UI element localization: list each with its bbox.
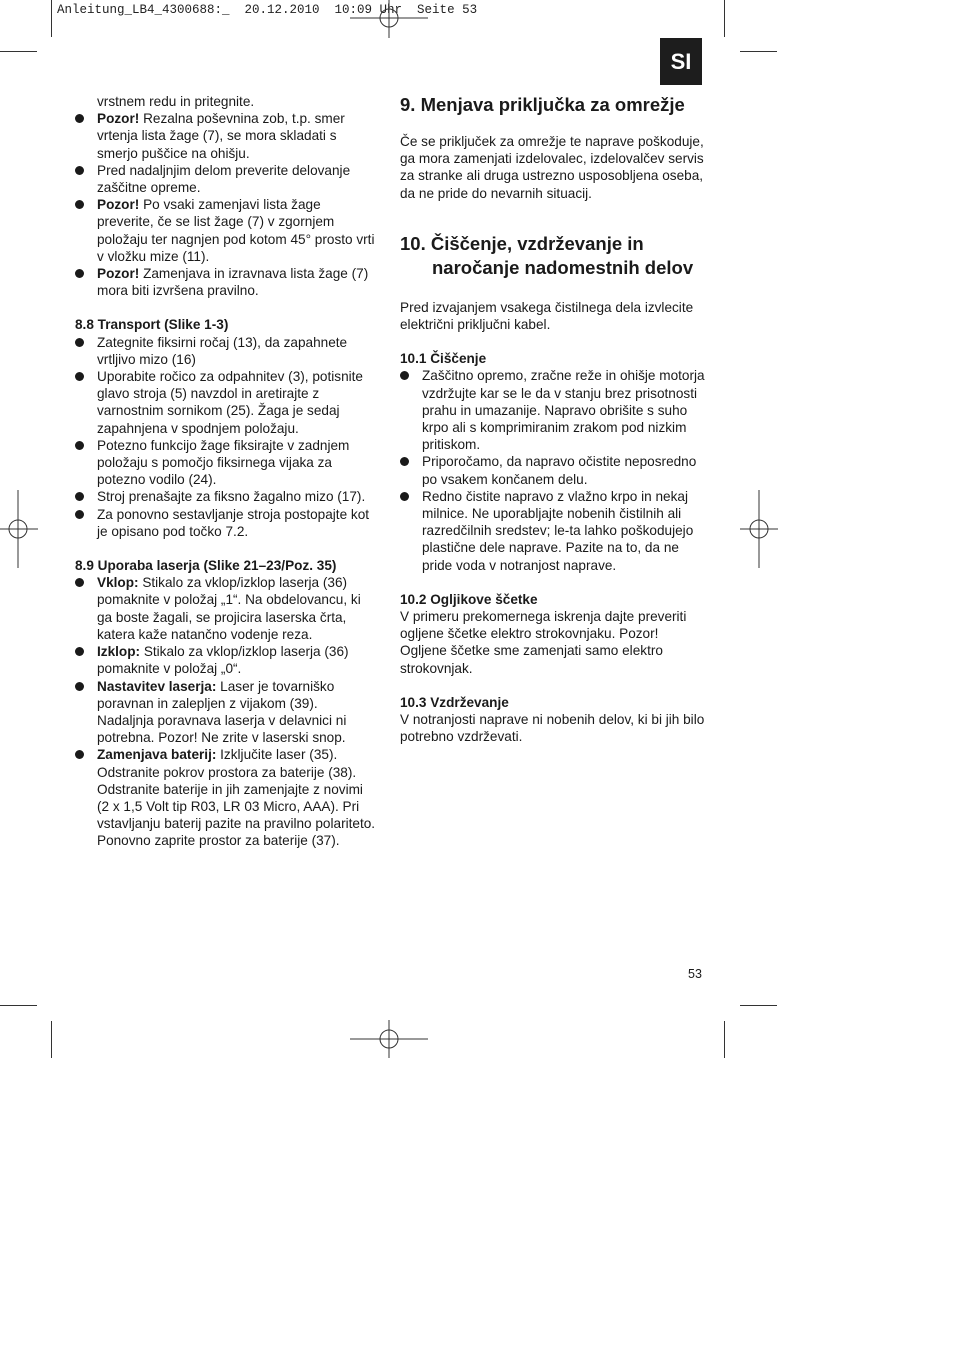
list-item-text: Po vsaki zamenjavi lista žage preverite, če se list žage (7) v zgornjem položaju ter nagnjen pod kotom 45° prosto vrti v vložku mize (11). bbox=[97, 197, 375, 264]
section-8-9-title: 8.9 Uporaba laserja (Slike 21–23/Poz. 35) bbox=[75, 558, 337, 574]
bullet-icon bbox=[75, 114, 84, 123]
registration-mark-left-icon bbox=[0, 490, 38, 568]
list-item-text: Zategnite fiksirni ročaj (13), da zapahnete vrtljivo mizo (16) bbox=[97, 334, 348, 367]
bullet-icon bbox=[400, 492, 409, 501]
list-item-text: Laser je tovarniško poravnan in zalepljen z vijakom (39). Nadaljnja poravnava laserja v delavnici ni potrebna. Pozor! Ne zrite v laserski snop. bbox=[97, 678, 347, 746]
list-item-text: Stroj prenašajte za fiksno žagalno mizo (17). bbox=[97, 489, 366, 505]
registration-mark-bottom-icon bbox=[350, 1020, 428, 1058]
list-item-label: Zamenjava baterij: bbox=[97, 747, 217, 763]
section-9-text: Če se priključek za omrežje te naprave poškoduje, ga mora zamenjati izdelovalec, izdelovalčev servis za stranke ali druga ustrezno usposobljena oseba, da ne pride do nevarnih situacij. bbox=[400, 134, 704, 201]
print-header: Anleitung_LB4_4300688:_ 20.12.2010 10:09 Uhr Seite 53 bbox=[57, 3, 478, 17]
list-item bbox=[75, 196, 378, 265]
section-10-3-title: 10.3 Vzdrževanje bbox=[400, 694, 509, 710]
list-item bbox=[400, 488, 705, 574]
bullet-icon bbox=[75, 682, 84, 691]
list-item bbox=[75, 746, 378, 849]
continuation-line: vrstnem redu in pritegnite. bbox=[97, 94, 255, 109]
warning-label: Pozor! bbox=[97, 111, 140, 127]
list-item bbox=[400, 367, 705, 453]
section-10-1-title: 10.1 Čiščenje bbox=[400, 351, 487, 367]
bullet-icon bbox=[75, 269, 84, 278]
bullet-icon bbox=[75, 647, 84, 656]
list-item-text: Zamenjava in izravnava lista žage (7) mora biti izvršena pravilno. bbox=[97, 266, 369, 299]
section-10-3-text: V notranjosti naprave ni nobenih delov, ki bi jih bilo potrebno vzdrževati. bbox=[400, 712, 705, 745]
list-item bbox=[75, 643, 378, 677]
registration-mark-right-icon bbox=[740, 490, 778, 568]
list-item-text: Stikalo za vklop/izklop laserja (36) pomaknite v položaj „0“. bbox=[97, 644, 349, 677]
left-column bbox=[75, 93, 378, 850]
list-item bbox=[75, 437, 378, 489]
bullet-icon bbox=[400, 371, 409, 380]
list-item-text: Za ponovno sestavljanje stroja postopajte kot je opisano pod točko 7.2. bbox=[97, 506, 370, 539]
bullet-icon bbox=[75, 166, 84, 175]
crop-mark-tr-h bbox=[740, 51, 777, 52]
section-10-2-title: 10.2 Ogljikove ščetke bbox=[400, 591, 538, 607]
list-item bbox=[75, 334, 378, 368]
transport-list bbox=[75, 334, 378, 540]
list-item-label: Nastavitev laserja: bbox=[97, 678, 217, 694]
bullet-icon bbox=[75, 338, 84, 347]
list-item-label: Izklop: bbox=[97, 644, 141, 660]
registration-mark-top-icon bbox=[350, 0, 428, 38]
bullet-icon bbox=[75, 372, 84, 381]
section-10-2-text: V primeru prekomernega iskrenja dajte preveriti ogljene ščetke elektro strokovnjaku. Pozor! Ogljene ščetke sme zamenjati samo elektro strokovnjak. bbox=[400, 609, 687, 676]
list-item-label: Vklop: bbox=[97, 575, 139, 591]
crop-mark-tl-v bbox=[51, 0, 52, 37]
list-item bbox=[75, 162, 378, 196]
crop-mark-tl-h bbox=[0, 51, 37, 52]
list-item-text: Izključite laser (35). Odstranite pokrov prostora za baterije (38). Odstranite baterije in jih zamenjajte z novimi (2 x 1,5 Volt tip R03, LR 03 Micro, AAA). Pri vstavljanju baterij pazite na pravilno polariteto. Ponovno zaprite prostor za baterije (37). bbox=[97, 747, 376, 849]
list-item bbox=[75, 678, 378, 747]
crop-mark-tr-v bbox=[724, 0, 725, 37]
crop-mark-bl-h bbox=[0, 1005, 37, 1006]
list-item bbox=[75, 488, 378, 505]
section-10-heading: 10. Čiščenje, vzdrževanje in naročanje nadomestnih delov bbox=[400, 232, 694, 278]
section-10-intro: Pred izvajanjem vsakega čistilnega dela izvlecite električni priključni kabel. bbox=[400, 299, 694, 333]
cleaning-list bbox=[400, 367, 705, 573]
bullet-icon bbox=[75, 510, 84, 519]
list-item bbox=[75, 574, 378, 643]
warning-label: Pozor! bbox=[97, 197, 140, 213]
laser-list bbox=[75, 574, 378, 849]
bullet-icon bbox=[75, 492, 84, 501]
list-item bbox=[400, 453, 705, 487]
warning-label: Pozor! bbox=[97, 266, 140, 282]
page-number: 53 bbox=[688, 967, 702, 981]
warning-list bbox=[75, 110, 378, 299]
list-item-text: Potezno funkcijo žage fiksirajte v zadnjem položaju s pomočjo fiksirnega vijaka za potezno vodilo (24). bbox=[97, 437, 350, 488]
right-column bbox=[400, 93, 705, 745]
bullet-icon bbox=[75, 578, 84, 587]
crop-mark-br-v bbox=[724, 1021, 725, 1058]
list-item-text: Stikalo za vklop/izklop laserja (36) pomaknite v položaj „1“. Na obdelovancu, ki ga boste žagali, se projicira laserska črta, katera kaže natančno vodenje reza. bbox=[97, 575, 361, 642]
bullet-icon bbox=[75, 750, 84, 759]
list-item bbox=[75, 110, 378, 162]
list-item-text: Pred nadaljnjim delom preverite delovanje zaščitne opreme. bbox=[97, 162, 351, 196]
list-item bbox=[75, 368, 378, 437]
crop-mark-br-h bbox=[740, 1005, 777, 1006]
language-badge: SI bbox=[660, 38, 702, 85]
list-item bbox=[75, 265, 378, 299]
list-item-text: Rezalna poševnina zob, t.p. smer vrtenja lista žage (7), se mora skladati s smerjo puščice na ohišju. bbox=[97, 111, 345, 161]
crop-mark-bl-v bbox=[51, 1021, 52, 1058]
list-item-text: Zaščitno opremo, zračne reže in ohišje motorja vzdržujte kar se le da v stanju brez prisotnosti prahu in umazanije. Napravo obrišite s suho krpo ali s komprimiranim zrakom pod nizkim pritiskom. bbox=[422, 368, 705, 453]
list-item-text: Priporočamo, da napravo očistite neposredno po vsakem končanem delu. bbox=[422, 454, 697, 487]
bullet-icon bbox=[75, 200, 84, 209]
bullet-icon bbox=[75, 441, 84, 450]
list-item bbox=[75, 506, 378, 540]
section-8-8-title: 8.8 Transport (Slike 1-3) bbox=[75, 317, 229, 333]
section-9-heading: 9. Menjava priključka za omrežje bbox=[400, 94, 685, 115]
list-item-text: Redno čistite napravo z vlažno krpo in nekaj milnice. Ne uporabljajte nobenih čistilnih ali razredčilnih sredstev; le-ta lahko poškodujejo plastične dele naprave. Pazite na to, da ne pride voda v notranjost naprave. bbox=[422, 488, 694, 573]
bullet-icon bbox=[400, 457, 409, 466]
list-item-text: Uporabite ročico za odpahnitev (3), potisnite glavo stroja (5) navzdol in aretirajte z varnostnim sornikom (25). Žaga je sedaj zapahnjena v spodnjem položaju. bbox=[97, 369, 363, 436]
